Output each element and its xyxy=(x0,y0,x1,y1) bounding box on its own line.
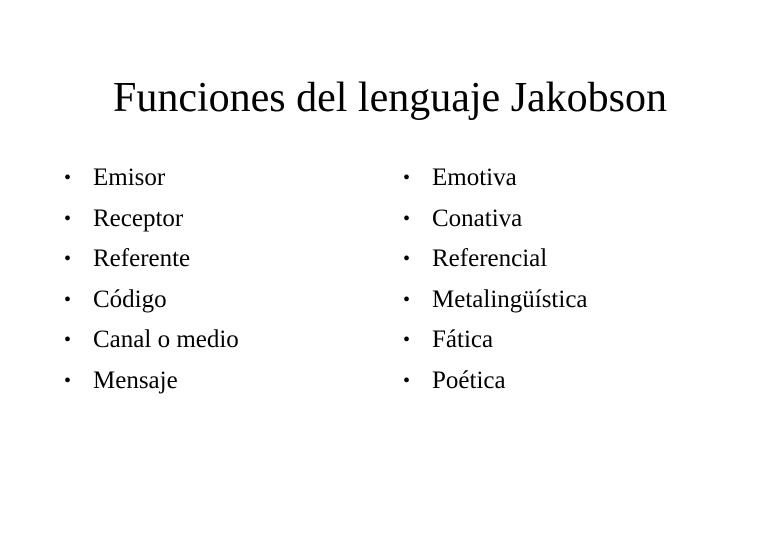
list-item-label: Emisor xyxy=(93,164,166,191)
list-item-label: Referencial xyxy=(432,245,548,272)
list-item-label: Emotiva xyxy=(432,164,517,191)
list-item-label: Fática xyxy=(432,326,494,353)
list-item-label: Receptor xyxy=(93,204,184,232)
list-item-label: Metalingüística xyxy=(432,285,588,313)
slide-title: Funciones del lenguaje Jakobson xyxy=(112,75,668,121)
bullet-icon: • xyxy=(403,369,411,392)
list-item-label: Referente xyxy=(93,245,191,272)
list-item-label: Conativa xyxy=(432,204,523,232)
bullet-icon: • xyxy=(403,288,411,311)
bullet-icon: • xyxy=(64,369,72,392)
list-item-label: Código xyxy=(93,285,167,313)
list-item-label: Mensaje xyxy=(93,366,178,394)
bullet-icon: • xyxy=(64,248,72,270)
bullet-icon: • xyxy=(64,329,72,351)
bullet-icon: • xyxy=(403,167,411,189)
bullet-icon: • xyxy=(403,248,411,270)
bullet-icon: • xyxy=(64,207,72,230)
bullet-icon: • xyxy=(403,207,411,230)
bullet-icon: • xyxy=(64,167,72,189)
bullet-icon: • xyxy=(64,288,72,311)
list-item-label: Poética xyxy=(432,366,506,394)
list-item-label: Canal o medio xyxy=(93,326,239,353)
bullet-icon: • xyxy=(403,329,411,351)
